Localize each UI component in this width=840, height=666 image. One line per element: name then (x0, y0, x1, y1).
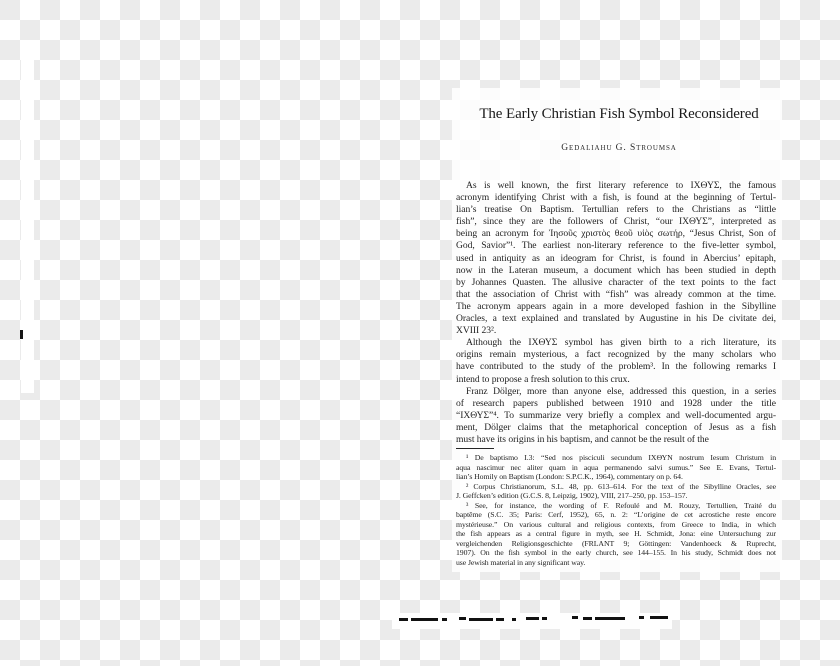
text-line: ² Corpus Christianorum, S.L. 48, pp. 613–614. For the text of the Sibylline Oracles, see (466, 481, 776, 491)
text-line: “ΙΧΘΥΣ”⁴. To summarize very briefly a complex and well-documented argu- (456, 409, 776, 421)
cropped-glyph-fragment (442, 618, 447, 621)
text-line: now in the Lateran museum, a document which has been studied in depth (456, 264, 776, 276)
body-paragraph-2 (456, 337, 776, 385)
page-title: The Early Christian Fish Symbol Reconsidered (479, 106, 759, 122)
text-line: baptême (S.C. 35; Paris: Cerf, 1952), 65, n. 2: “L’origine de cet acrostiche reste encore (456, 510, 776, 520)
text-line: lian’s treatise On Baptism. Tertullian refers to the Christians as “little (456, 204, 776, 216)
text-line: being an acronym for Ἰησοῦς χριστὸς θεοῦ υἱὸς σωτήρ, “Jesus Christ, Son of (456, 228, 776, 240)
cropped-glyph-fragment (411, 618, 438, 621)
text-line: use Jewish material in any significant way. (456, 557, 586, 567)
text-line: have contributed to the study of the problem³. In the following remarks I (456, 361, 776, 373)
text-line: J. Geffcken’s edition (G.C.S. 8, Leipzig, 1902), VIII, 217–250, pp. 153–157. (456, 491, 688, 501)
text-line: As is well known, the first literary reference to ΙΧΘΥΣ, the famous (466, 180, 776, 191)
text-line: by Johannes Quasten. The allusive character of the text points to the fact (456, 276, 776, 288)
text-line: The acronym appears again in a more developed fashion in the Sibylline (456, 300, 776, 312)
text-line: fish”, since they are the followers of Christ, “our ΙΧΘΥΣ”, interpreted as (456, 216, 776, 228)
footnote-1 (456, 453, 776, 482)
cropped-glyph-fragment (512, 618, 516, 621)
cropped-glyph-fragment (583, 617, 592, 620)
footnote-2 (456, 482, 776, 501)
text-line: mystérieuse.” On various cultural and religious contexts, from Greece to India, in which (456, 519, 776, 529)
text-line: the fish appears as a central figure in myth, see H. Schmidt, Jona: eine Untersuchung zur (456, 529, 776, 539)
footnotes (456, 453, 776, 567)
text-line: must have its origins in his baptism, and cannot be the result of the (456, 433, 709, 445)
text-line: XVIII 23². (456, 325, 497, 337)
text-line: Franz Dölger, more than anyone else, addressed this question, in a series (466, 385, 776, 397)
adjacent-page-edge (21, 41, 34, 393)
cropped-glyph-fragment (639, 616, 644, 619)
text-line: origins remain mysterious, a fact recognized by the many scholars who (456, 349, 776, 361)
cropped-glyph-fragment (399, 618, 408, 621)
cropped-glyph-fragment (526, 617, 539, 620)
body-text (456, 180, 776, 446)
body-paragraph-3 (456, 386, 776, 446)
text-line: vergleichenden Religionsgeschichte (FRLANT 9; Göttingen: Vandenhoeck & Ruprecht, (456, 538, 776, 548)
text-line: ³ See, for instance, the wording of F. Refoulé and M. Rouzy, Tertullien, Traité du (466, 500, 776, 510)
text-line: lian’s Homily on Baptism (London: S.P.C.K., 1964), commentary on p. 64. (456, 472, 683, 482)
text-line: used in antiquity as an ideogram for Christ, is found in Abercius’ epitaph, (456, 252, 776, 264)
footnote-3 (456, 501, 776, 568)
text-line: Although the ΙΧΘΥΣ symbol has given birth to a rich literature, its (466, 337, 776, 349)
cropped-glyph-fragment (595, 617, 625, 620)
text-line: ¹ De baptismo I.3: “Sed nos pisciculi secundum ΙΧΘΥΝ nostrum Iesum Christum in (466, 453, 776, 463)
crop-tick-mark (20, 330, 23, 339)
cropped-glyph-fragment (459, 617, 466, 620)
author-name: Gedaliahu G. Stroumsa (561, 143, 677, 153)
text-line: that the association of Christ with “fish” was already common at the time. (456, 288, 776, 300)
cropped-glyph-fragment (572, 616, 578, 619)
text-line: God, Savior”¹. The earliest non-literary reference to the five-letter symbol, (456, 240, 776, 252)
text-line: of research papers published between 1910 and 1928 under the title (456, 397, 776, 409)
text-line: Oracles, a text explained and translated by Augustine in his De civitate dei, (456, 313, 776, 325)
cropped-glyph-fragment (469, 618, 493, 621)
text-line: ment, Dölger claims that the metaphorical conception of Jesus as a fish (456, 421, 776, 433)
footnote-separator (456, 448, 494, 449)
cropped-glyph-fragment (542, 617, 547, 620)
cropped-text-fragments (392, 613, 672, 629)
body-paragraph-1 (456, 180, 776, 337)
text-line: intend to propose a fresh solution to this crux. (456, 373, 630, 385)
cropped-glyph-fragment (650, 616, 668, 619)
text-line: 1907). On the fish symbol in the early church, see 144–155. In his study, Schmidt does not (456, 548, 776, 558)
text-line: aqua nascimur nec aliter quam in aqua permanendo salvi sumus.” See E. Evans, Tertul- (456, 462, 776, 472)
cropped-glyph-fragment (496, 618, 504, 621)
text-line: acronym identifying Christ with a fish, is found at the beginning of Tertul- (456, 192, 776, 204)
document-page (452, 88, 782, 567)
